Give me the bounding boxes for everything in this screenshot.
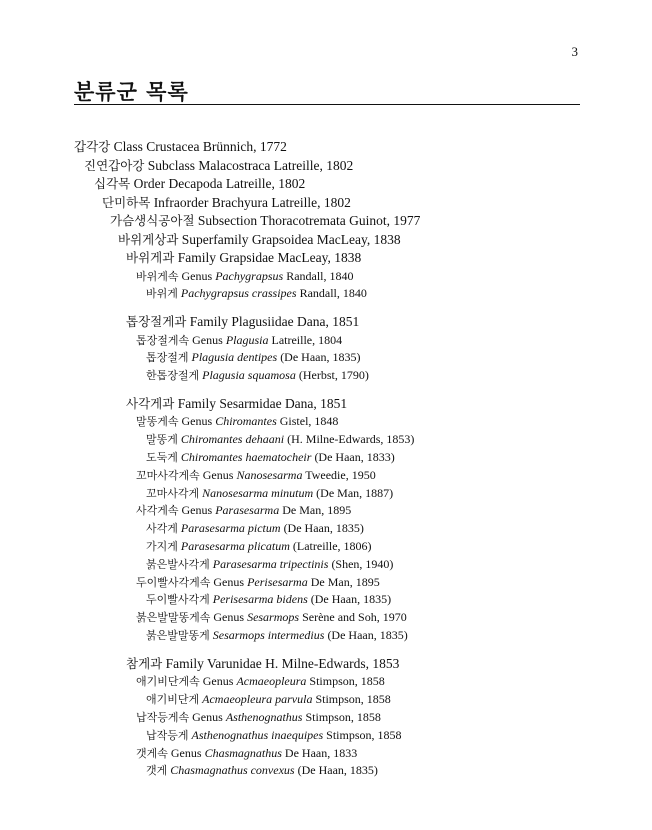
korean-name: 진연갑아강: [84, 157, 145, 173]
korean-name: 애기비단게: [146, 693, 200, 707]
authority: Latreille, 1804: [271, 332, 343, 347]
authority: (Shen, 1940): [331, 556, 394, 571]
authority: (De Haan, 1833): [314, 450, 395, 465]
scientific-name: Grapsoidea: [251, 231, 314, 247]
rank-label: Genus: [192, 709, 223, 724]
korean-name: 바위게: [146, 287, 178, 301]
rank-label: Genus: [181, 414, 213, 429]
taxon-entry: [0, 413, 652, 431]
korean-name: 말똥게: [146, 433, 178, 447]
scientific-name: Chiromantes haematocheir: [180, 450, 312, 465]
scientific-name: Plagusiidae: [231, 314, 294, 330]
rank-label: Class: [113, 139, 143, 154]
scientific-name: Nanosesarma minutum: [202, 485, 314, 500]
authority: (De Haan, 1835): [280, 350, 361, 365]
scientific-name: Parasesarma tripectinis: [212, 556, 329, 571]
korean-name: 꼬마사각게: [146, 486, 200, 500]
authority: Latreille, 1802: [271, 194, 351, 210]
taxon-list: [0, 138, 652, 780]
scientific-name: Chasmagnathus: [204, 745, 282, 760]
taxon-entry: [0, 231, 652, 250]
scientific-name: Chiromantes: [215, 414, 277, 429]
scientific-name: Chasmagnathus convexus: [170, 763, 295, 778]
taxon-entry: [0, 157, 652, 176]
korean-name: 붉은발사각게: [146, 557, 210, 571]
taxon-entry: [0, 673, 652, 691]
rank-label: Family: [165, 655, 204, 671]
scientific-name: Thoracotremata: [260, 213, 346, 228]
authority: Latreille, 1802: [273, 157, 354, 173]
taxon-entry: [0, 485, 652, 503]
korean-name: 가지게: [146, 540, 178, 554]
rank-label: Superfamily: [181, 231, 249, 247]
authority: De Haan, 1833: [284, 745, 358, 760]
korean-name: 한톱장절게: [146, 369, 200, 383]
scientific-name: Decapoda: [168, 176, 223, 191]
taxon-entry: [0, 467, 652, 485]
authority: (Herbst, 1790): [298, 368, 369, 383]
korean-name: 도둑게: [146, 451, 178, 465]
authority: Tweedie, 1950: [305, 467, 376, 482]
korean-name: 납작등게: [146, 728, 189, 742]
taxon-entry: [0, 138, 652, 157]
scientific-name: Crustacea: [146, 139, 200, 154]
scientific-name: Sesarmops intermedius: [212, 628, 325, 643]
rank-label: Subsection: [197, 213, 258, 228]
scientific-name: Plagusia: [225, 332, 269, 347]
taxon-entry: [0, 313, 652, 332]
authority: MacLeay, 1838: [316, 231, 401, 247]
authority: (De Haan, 1835): [283, 521, 364, 536]
taxon-entry: [0, 332, 652, 350]
korean-name: 갑각강: [74, 139, 111, 154]
scientific-name: Chiromantes dehaani: [180, 432, 285, 447]
authority: Dana, 1851: [297, 314, 360, 330]
scientific-name: Nanosesarma: [236, 467, 303, 482]
rank-label: Subclass: [147, 157, 196, 173]
rank-label: Genus: [181, 503, 213, 518]
title-rule: [74, 104, 580, 105]
korean-name: 사각게: [146, 522, 178, 536]
scientific-name: Plagusia dentipes: [191, 350, 278, 365]
taxon-entry: [0, 268, 652, 286]
authority: Gistel, 1848: [279, 414, 339, 429]
taxon-entry: [0, 431, 652, 449]
authority: Stimpson, 1858: [315, 692, 391, 707]
taxon-entry: [0, 502, 652, 520]
scientific-name: Pachygrapsus: [215, 268, 284, 283]
rank-label: Genus: [192, 332, 223, 347]
authority: H. Milne-Edwards, 1853: [265, 655, 400, 671]
scientific-name: Asthenognathus: [225, 709, 303, 724]
authority: Guinot, 1977: [349, 213, 421, 228]
taxon-entry: [0, 574, 652, 592]
authority: Randall, 1840: [299, 286, 367, 301]
authority: De Man, 1895: [282, 503, 352, 518]
korean-name: 가슴생식공아절: [110, 213, 195, 228]
korean-name: 십각목: [94, 176, 131, 191]
taxon-entry: [0, 609, 652, 627]
taxon-entry: [0, 745, 652, 763]
taxon-entry: [0, 655, 652, 674]
korean-name: 바위게과: [126, 250, 175, 265]
korean-name: 붉은발말똥게속: [136, 611, 211, 625]
authority: Dana, 1851: [284, 395, 348, 411]
taxon-entry: [0, 538, 652, 556]
taxon-entry: [0, 556, 652, 574]
authority: (De Haan, 1835): [310, 592, 392, 607]
rank-label: Genus: [202, 674, 234, 689]
taxon-entry: [0, 285, 652, 303]
taxon-entry: [0, 691, 652, 709]
taxon-entry: [0, 449, 652, 467]
scientific-name: Plagusia squamosa: [202, 368, 296, 383]
scientific-name: Varunidae: [207, 655, 262, 671]
scientific-name: Perisesarma: [247, 574, 308, 589]
scientific-name: Brachyura: [211, 194, 269, 210]
korean-name: 말똥게속: [136, 415, 179, 429]
taxon-entry: [0, 520, 652, 538]
authority: Stimpson, 1858: [309, 674, 385, 689]
korean-name: 단미하목: [102, 194, 151, 210]
rank-label: Infraorder: [153, 194, 209, 210]
taxon-entry: [0, 395, 652, 414]
authority: MacLeay, 1838: [277, 250, 362, 265]
korean-name: 참게과: [126, 655, 163, 671]
rank-label: Order: [133, 176, 166, 191]
authority: (De Haan, 1835): [297, 763, 378, 778]
authority: (H. Milne-Edwards, 1853): [287, 432, 415, 447]
page-number: 3: [571, 44, 578, 59]
scientific-name: Acmaeopleura: [236, 674, 307, 689]
korean-name: 사각게속: [136, 504, 179, 518]
authority: Brünnich, 1772: [202, 139, 287, 154]
taxon-entry: [0, 249, 652, 268]
taxon-entry: [0, 591, 652, 609]
rank-label: Genus: [213, 574, 245, 589]
korean-name: 톱장절게: [146, 351, 189, 365]
scientific-name: Perisesarma bidens: [212, 592, 308, 607]
rank-label: Family: [177, 395, 216, 411]
korean-name: 톱장절게속: [136, 333, 190, 347]
page-title: 분류군 목록: [74, 80, 189, 104]
taxon-entry: [0, 194, 652, 213]
korean-name: 바위게속: [136, 269, 179, 283]
korean-name: 꼬마사각게속: [136, 468, 200, 482]
taxon-entry: [0, 367, 652, 385]
taxon-entry: [0, 349, 652, 367]
taxon-entry: [0, 212, 652, 231]
korean-name: 애기비단게속: [136, 675, 200, 689]
korean-name: 갯게속: [136, 746, 168, 760]
korean-name: 붉은발말똥게: [146, 629, 210, 643]
scientific-name: Grapsidae: [219, 250, 275, 265]
korean-name: 사각게과: [126, 395, 175, 411]
taxon-entry: [0, 175, 652, 194]
korean-name: 톱장절게과: [126, 314, 187, 330]
rank-label: Family: [177, 250, 216, 265]
scientific-name: Parasesarma plicatum: [180, 539, 290, 554]
authority: Stimpson, 1858: [305, 709, 381, 724]
rank-label: Family: [189, 314, 229, 330]
authority: Latreille, 1802: [225, 176, 306, 191]
authority: (Latreille, 1806): [292, 539, 372, 554]
authority: (De Man, 1887): [316, 485, 394, 500]
taxon-entry: [0, 727, 652, 745]
scientific-name: Sesarmidae: [219, 395, 282, 411]
authority: Serène and Soh, 1970: [302, 610, 407, 625]
authority: Randall, 1840: [286, 268, 354, 283]
korean-name: 바위게상과: [118, 231, 179, 247]
scientific-name: Pachygrapsus crassipes: [180, 286, 297, 301]
authority: Stimpson, 1858: [326, 727, 402, 742]
scientific-name: Parasesarma pictum: [180, 521, 281, 536]
taxon-entry: [0, 627, 652, 645]
scientific-name: Asthenognathus inaequipes: [191, 727, 324, 742]
scientific-name: Acmaeopleura parvula: [202, 692, 313, 707]
rank-label: Genus: [202, 467, 234, 482]
korean-name: 납작등게속: [136, 710, 190, 724]
scientific-name: Parasesarma: [215, 503, 280, 518]
rank-label: Genus: [170, 745, 202, 760]
korean-name: 두이빨사각게속: [136, 575, 211, 589]
rank-label: Genus: [181, 268, 213, 283]
authority: (De Haan, 1835): [327, 628, 408, 643]
authority: De Man, 1895: [310, 574, 380, 589]
korean-name: 두이빨사각게: [146, 593, 210, 607]
scientific-name: Malacostraca: [198, 157, 271, 173]
taxon-entry: [0, 762, 652, 780]
scientific-name: Sesarmops: [247, 610, 300, 625]
taxon-entry: [0, 709, 652, 727]
rank-label: Genus: [213, 610, 245, 625]
korean-name: 갯게: [146, 764, 168, 778]
